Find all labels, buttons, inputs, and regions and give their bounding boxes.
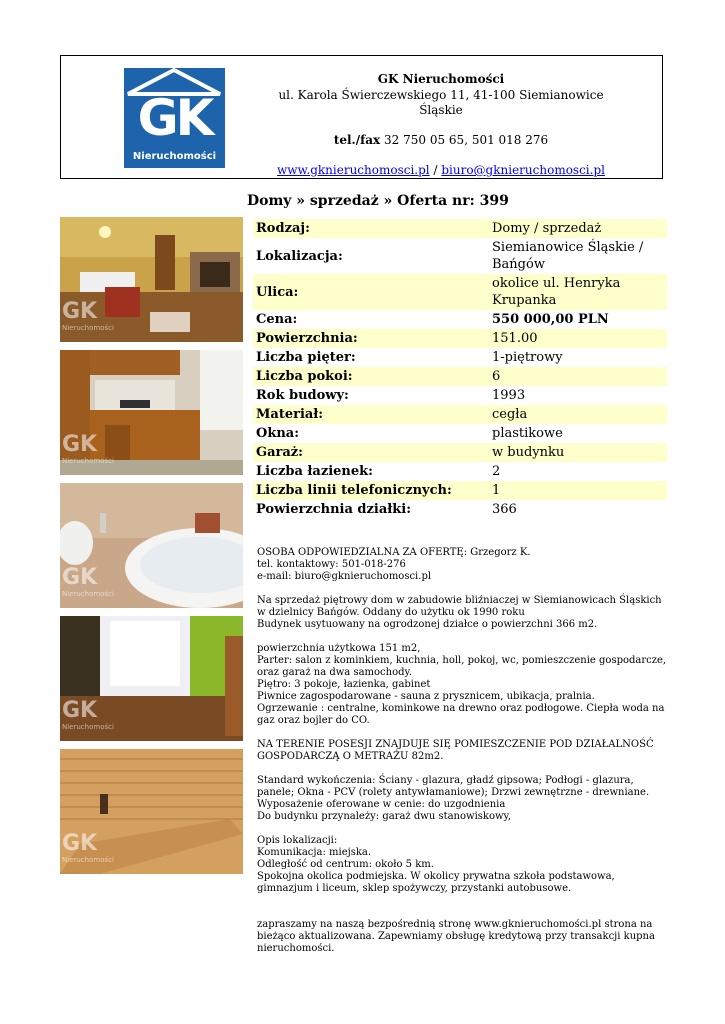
location-paragraph: Opis lokalizacji: Komunikacja: miejska. Odległość od centrum: około 5 km. Spokojna okolica podmiejska. W okolicy prywatna szkoła podstawowa, gimnazjum i liceum, sklep spożywczy, przystanki autobusowe. bbox=[257, 835, 615, 894]
detail-label: Powierzchnia: bbox=[253, 329, 489, 348]
layout-paragraph: powierzchnia użytkowa 151 m2, Parter: salon z kominkiem, kuchnia, holl, pokoj, wc, pomieszczenie gospodarcze, oraz garaż na dwa samochody. Piętro: 3 pokoje, łazienka, gabinet Piwnice zagospodarowane - sauna z prysznicem, ubikacja, pralnia. Ogrzewanie : centralne, kominkowe na drewno oraz podłogowe. Ciepła woda na gaz oraz bojler do CO. bbox=[257, 643, 667, 726]
detail-label: Liczba łazienek: bbox=[256, 464, 373, 479]
watermark-sub: Nieruchomości bbox=[62, 324, 114, 332]
detail-value: 151.00 bbox=[489, 329, 667, 348]
watermark bbox=[62, 698, 114, 733]
detail-value: cegła bbox=[489, 405, 667, 424]
detail-row bbox=[253, 405, 667, 424]
detail-row bbox=[253, 481, 667, 500]
detail-value: 366 bbox=[492, 502, 517, 517]
company-phone bbox=[271, 133, 611, 148]
detail-label: Rok budowy: bbox=[256, 388, 349, 403]
watermark bbox=[62, 299, 114, 334]
watermark-sub: Nieruchomości bbox=[62, 856, 114, 864]
company-links bbox=[271, 163, 611, 178]
detail-row bbox=[253, 424, 667, 443]
detail-row bbox=[253, 462, 667, 481]
intro-paragraph: Na sprzedaż piętrowy dom w zabudowie bliźniaczej w Siemianowicach Śląskich w dzielnicy Bańgów. Oddany do użytku ok 1990 roku Budynek usytuowany na ogrodzonej działce o powierzchni 366 m2. bbox=[257, 595, 662, 630]
detail-value: 6 bbox=[489, 367, 667, 386]
watermark-sub: Nieruchomości bbox=[62, 723, 114, 731]
business-space-paragraph: NA TERENIE POSESJI ZNAJDUJE SIĘ POMIESZCZENIE POD DZIAŁALNOŚĆ GOSPODARCZĄ O METRAŻU 82m2. bbox=[257, 739, 654, 762]
header-box bbox=[60, 55, 663, 179]
closing-paragraph: zapraszamy na naszą bezpośrednią stronę www.gknieruchomości.pl strona na bieżąco aktualizowana. Zapewniamy obsługę kredytową przy transakcji kupna nieruchomości. bbox=[257, 919, 655, 954]
detail-value: okolice ul. Henryka Krupanka bbox=[489, 274, 667, 310]
details-table bbox=[253, 219, 667, 519]
watermark bbox=[62, 565, 114, 600]
company-name: GK Nieruchomości bbox=[377, 72, 505, 86]
detail-label: Powierzchnia działki: bbox=[256, 502, 412, 517]
link-separator: / bbox=[433, 163, 438, 177]
detail-label: Okna: bbox=[256, 426, 300, 441]
logo-subtitle: Nieruchomości bbox=[132, 151, 217, 162]
detail-label: Garaż: bbox=[253, 443, 489, 462]
detail-label: Lokalizacja: bbox=[256, 248, 343, 264]
detail-label: Materiał: bbox=[253, 405, 489, 424]
photo-living-room[interactable] bbox=[60, 217, 243, 342]
detail-label: Rodzaj: bbox=[253, 219, 489, 238]
detail-value: Siemianowice Śląskie / Bańgów bbox=[492, 240, 644, 272]
company-info bbox=[271, 72, 611, 178]
offer-title: Domy » sprzedaż » Oferta nr: 399 bbox=[247, 193, 509, 209]
detail-value: 1993 bbox=[492, 388, 526, 403]
detail-value: plastikowe bbox=[492, 426, 563, 441]
phone-value: 32 750 05 65, 501 018 276 bbox=[384, 133, 549, 147]
detail-value: 1-piętrowy bbox=[492, 350, 563, 365]
detail-row bbox=[253, 443, 667, 462]
detail-row bbox=[253, 329, 667, 348]
detail-row bbox=[253, 348, 667, 367]
watermark-sub: Nieruchomości bbox=[62, 457, 114, 465]
detail-row bbox=[253, 219, 667, 238]
phone-label: tel./fax bbox=[333, 133, 381, 147]
detail-row bbox=[253, 500, 667, 519]
watermark-text: GK bbox=[62, 299, 98, 324]
logo-text: GK bbox=[137, 89, 212, 147]
detail-row bbox=[253, 386, 667, 405]
detail-value: Domy / sprzedaż bbox=[489, 219, 667, 238]
watermark-text: GK bbox=[62, 698, 98, 723]
company-logo bbox=[124, 68, 225, 168]
photo-gallery bbox=[60, 217, 243, 882]
detail-row bbox=[253, 310, 667, 329]
photo-kitchen[interactable] bbox=[60, 350, 243, 475]
detail-value: w budynku bbox=[489, 443, 667, 462]
detail-label: Liczba pokoi: bbox=[253, 367, 489, 386]
standard-paragraph: Standard wykończenia: Ściany - glazura, gładź gipsowa; Podłogi - glazura, panele; Okna - PCV (rolety antywłamaniowe); Drzwi zewnętrzne - drewniane. Wyposażenie oferowane w cenie: do uzgodnienia Do budynku przynależy: garaż dwu stanowiskowy, bbox=[257, 775, 650, 822]
detail-label: Ulica: bbox=[253, 274, 489, 310]
watermark-text: GK bbox=[62, 565, 98, 590]
detail-label: Liczba linii telefonicznych: bbox=[253, 481, 489, 500]
watermark-text: GK bbox=[62, 432, 98, 457]
watermark-text: GK bbox=[62, 831, 98, 856]
watermark bbox=[62, 432, 114, 467]
offer-description bbox=[257, 547, 667, 967]
price-value: 550 000,00 PLN bbox=[492, 312, 609, 327]
watermark-sub: Nieruchomości bbox=[62, 590, 114, 598]
photo-bedroom[interactable] bbox=[60, 616, 243, 741]
company-address: ul. Karola Świerczewskiego 11, 41-100 Siemianowice Śląskie bbox=[278, 88, 604, 117]
detail-row bbox=[253, 274, 667, 310]
detail-label: Cena: bbox=[256, 312, 298, 327]
detail-value: 1 bbox=[489, 481, 667, 500]
photo-sauna[interactable] bbox=[60, 749, 243, 874]
website-link[interactable]: www.gknieruchomosci.pl bbox=[277, 163, 430, 177]
detail-row bbox=[253, 367, 667, 386]
watermark bbox=[62, 831, 114, 866]
contact-paragraph: OSOBA ODPOWIEDZIALNA ZA OFERTĘ: Grzegorz K. tel. kontaktowy: 501-018-276 e-mail: biuro@gknieruchomosci.pl bbox=[257, 547, 531, 582]
photo-bathroom[interactable] bbox=[60, 483, 243, 608]
email-link[interactable]: biuro@gknieruchomosci.pl bbox=[441, 163, 605, 177]
detail-value: 2 bbox=[492, 464, 501, 479]
detail-label: Liczba pięter: bbox=[256, 350, 356, 365]
detail-row bbox=[253, 238, 667, 274]
